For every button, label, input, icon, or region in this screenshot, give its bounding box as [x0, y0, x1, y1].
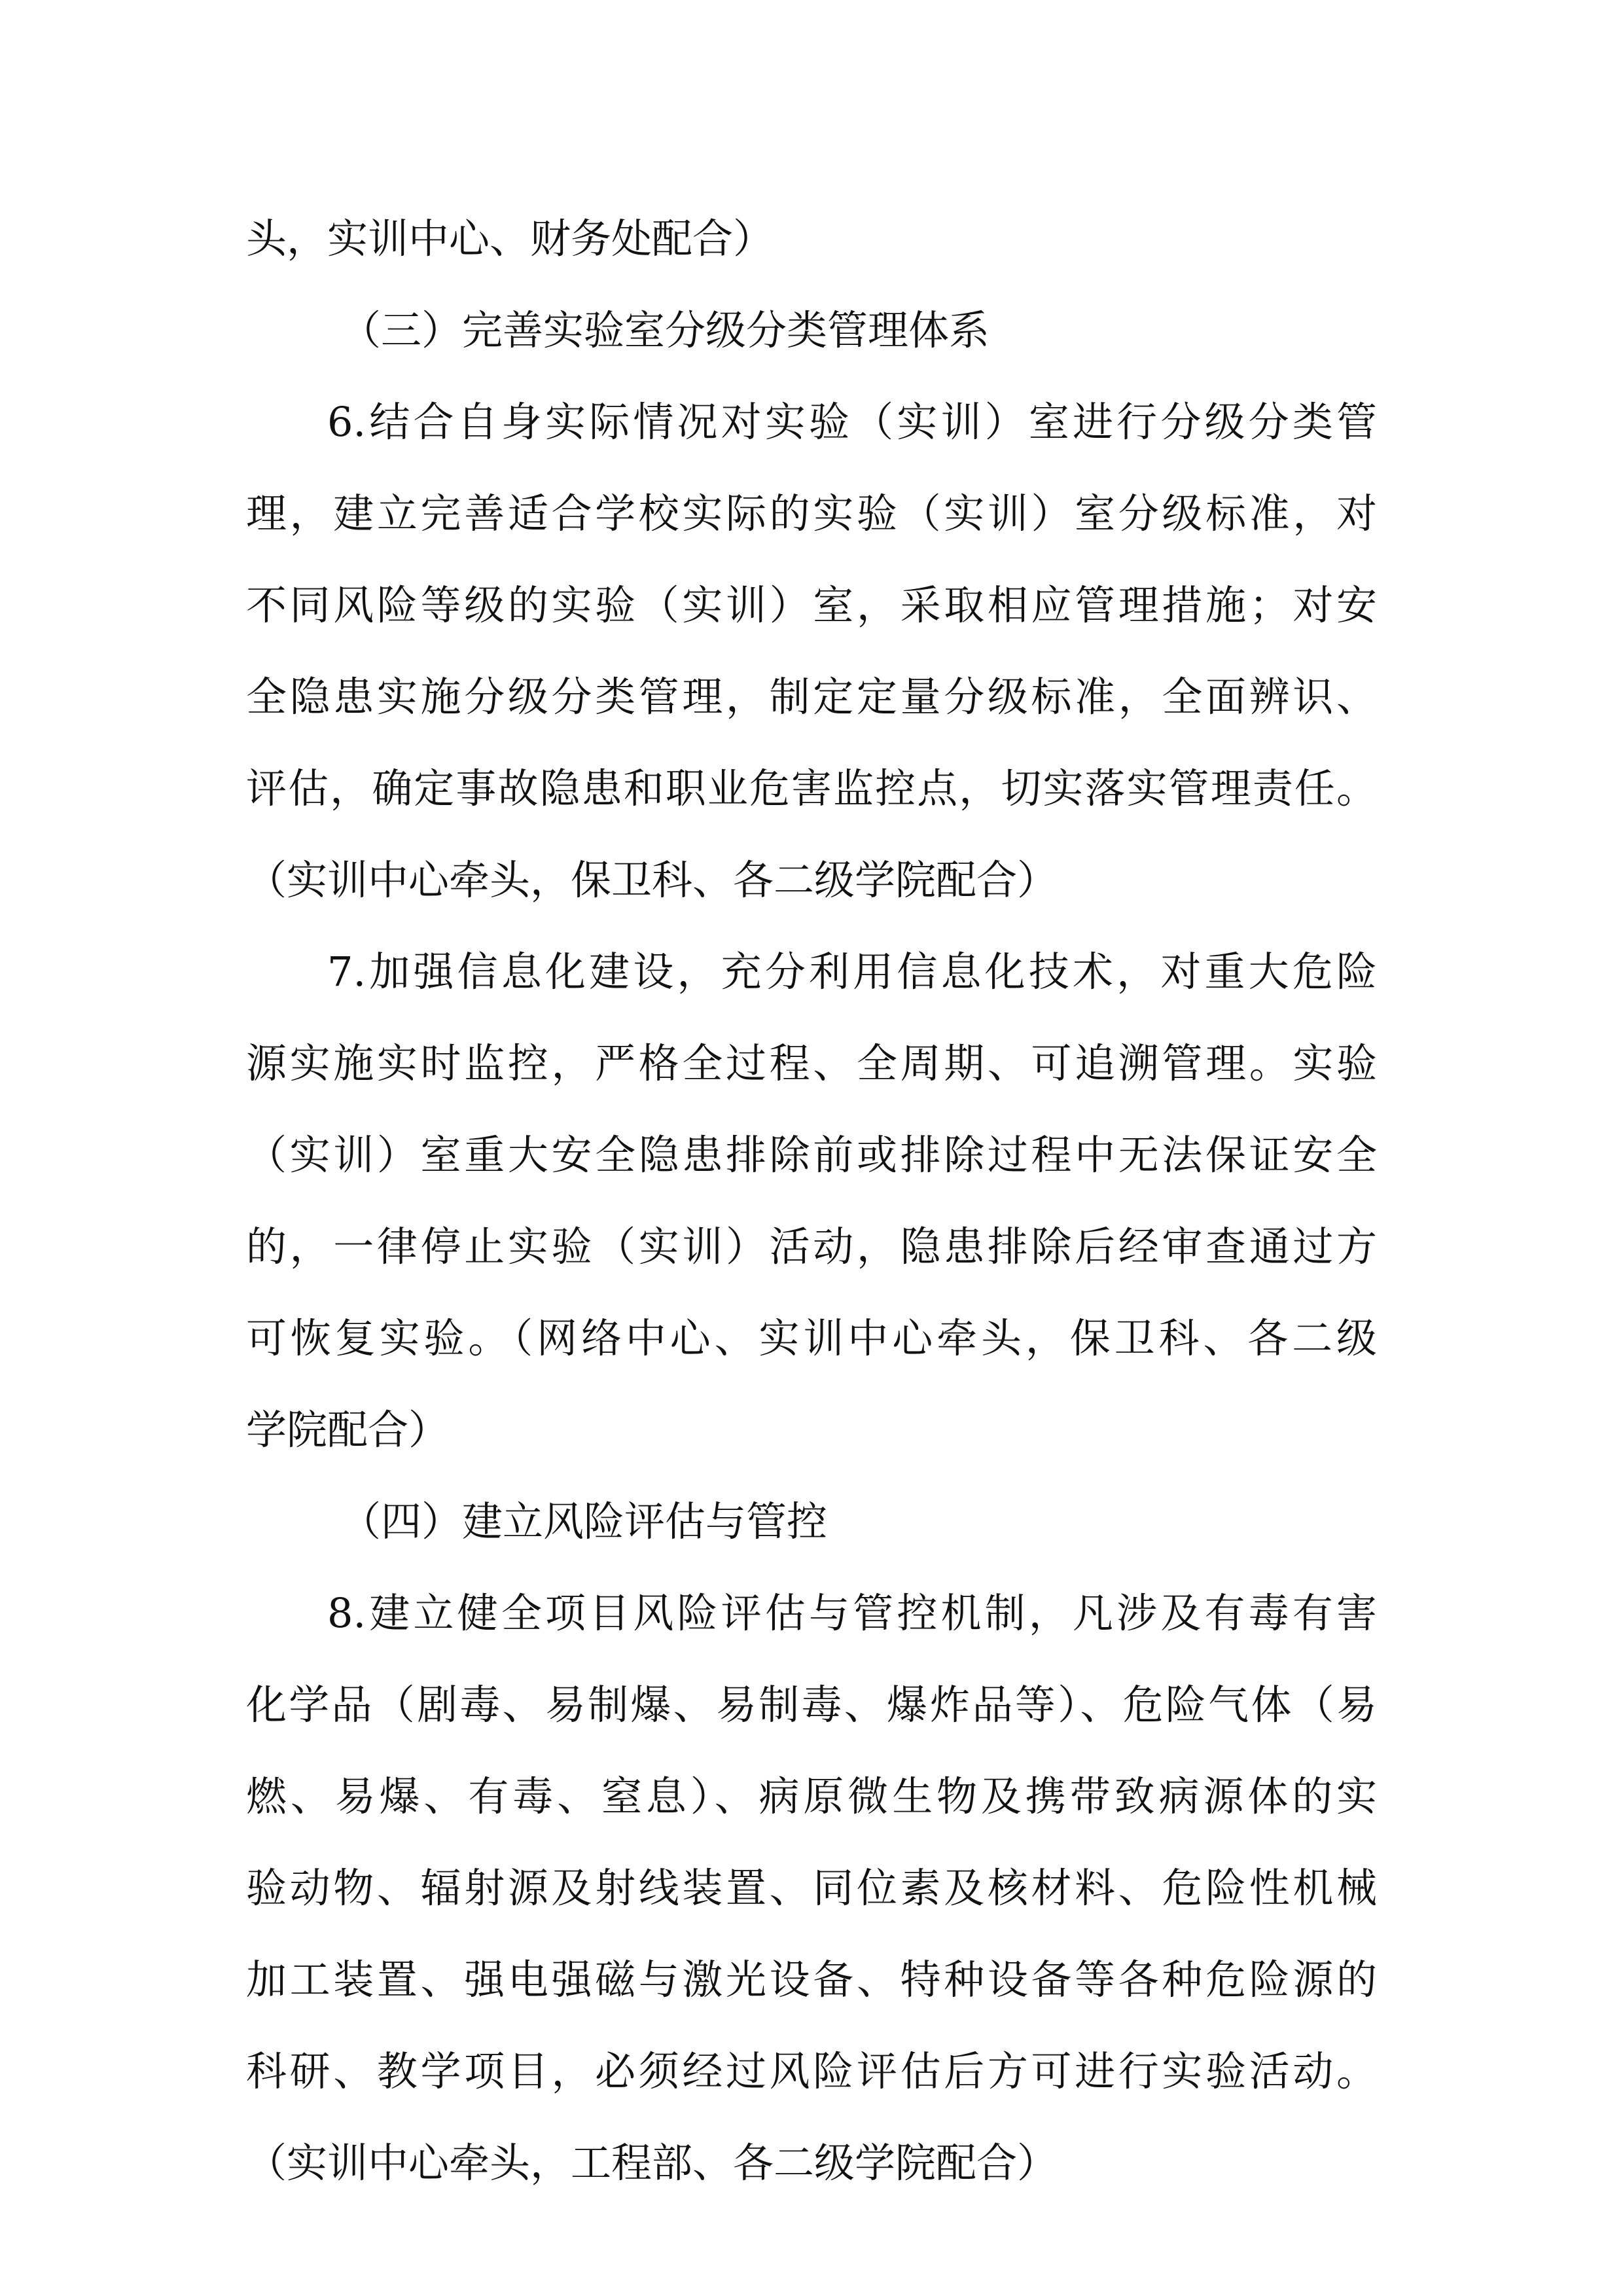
paragraph-line: （实训中心牵头，工程部、各二级学院配合）	[246, 2139, 1058, 2187]
paragraph-line: 8.建立健全项目风险评估与管控机制，凡涉及有毒有害	[327, 1589, 1377, 1637]
paragraph-line: 全隐患实施分级分类管理，制定定量分级标准，全面辨识、	[246, 673, 1377, 721]
paragraph-line: 不同风险等级的实验（实训）室，采取相应管理措施；对安	[246, 581, 1377, 629]
paragraph-line: 的，一律停止实验（实训）活动，隐患排除后经审查通过方	[246, 1223, 1377, 1270]
text-line: 头，实训中心、财务处配合）	[246, 215, 774, 262]
paragraph-line: 理，建立完善适合学校实际的实验（实训）室分级标准，对	[246, 490, 1377, 537]
paragraph-line: 6.结合自身实际情况对实验（实训）室进行分级分类管	[327, 398, 1377, 446]
paragraph-line: 评估，确定事故隐患和职业危害监控点，切实落实管理责任。	[246, 764, 1377, 812]
section-heading: （四）建立风险评估与管控	[340, 1498, 828, 1545]
paragraph-line: 加工装置、强电强磁与激光设备、特种设备等各种危险源的	[246, 1956, 1377, 2003]
paragraph-line: 科研、教学项目，必须经过风险评估后方可进行实验活动。	[246, 2047, 1377, 2095]
paragraph-line: 化学品（剧毒、易制爆、易制毒、爆炸品等）、危险气体（易	[246, 1681, 1377, 1729]
paragraph-line: （实训）室重大安全隐患排除前或排除过程中无法保证安全	[246, 1131, 1377, 1179]
paragraph-line: 燃、易爆、有毒、窒息）、病原微生物及携带致病源体的实	[246, 1772, 1377, 1820]
paragraph-line: 验动物、辐射源及射线装置、同位素及核材料、危险性机械	[246, 1864, 1377, 1912]
paragraph-line: 学院配合）	[246, 1406, 450, 1454]
paragraph-line: 可恢复实验。（网络中心、实训中心牵头，保卫科、各二级	[246, 1314, 1377, 1362]
paragraph-line: （实训中心牵头，保卫科、各二级学院配合）	[246, 856, 1058, 904]
section-heading: （三）完善实验室分级分类管理体系	[340, 306, 990, 354]
paragraph-line: 7.加强信息化建设，充分利用信息化技术，对重大危险	[327, 948, 1377, 996]
paragraph-line: 源实施实时监控，严格全过程、全周期、可追溯管理。实验	[246, 1039, 1377, 1087]
